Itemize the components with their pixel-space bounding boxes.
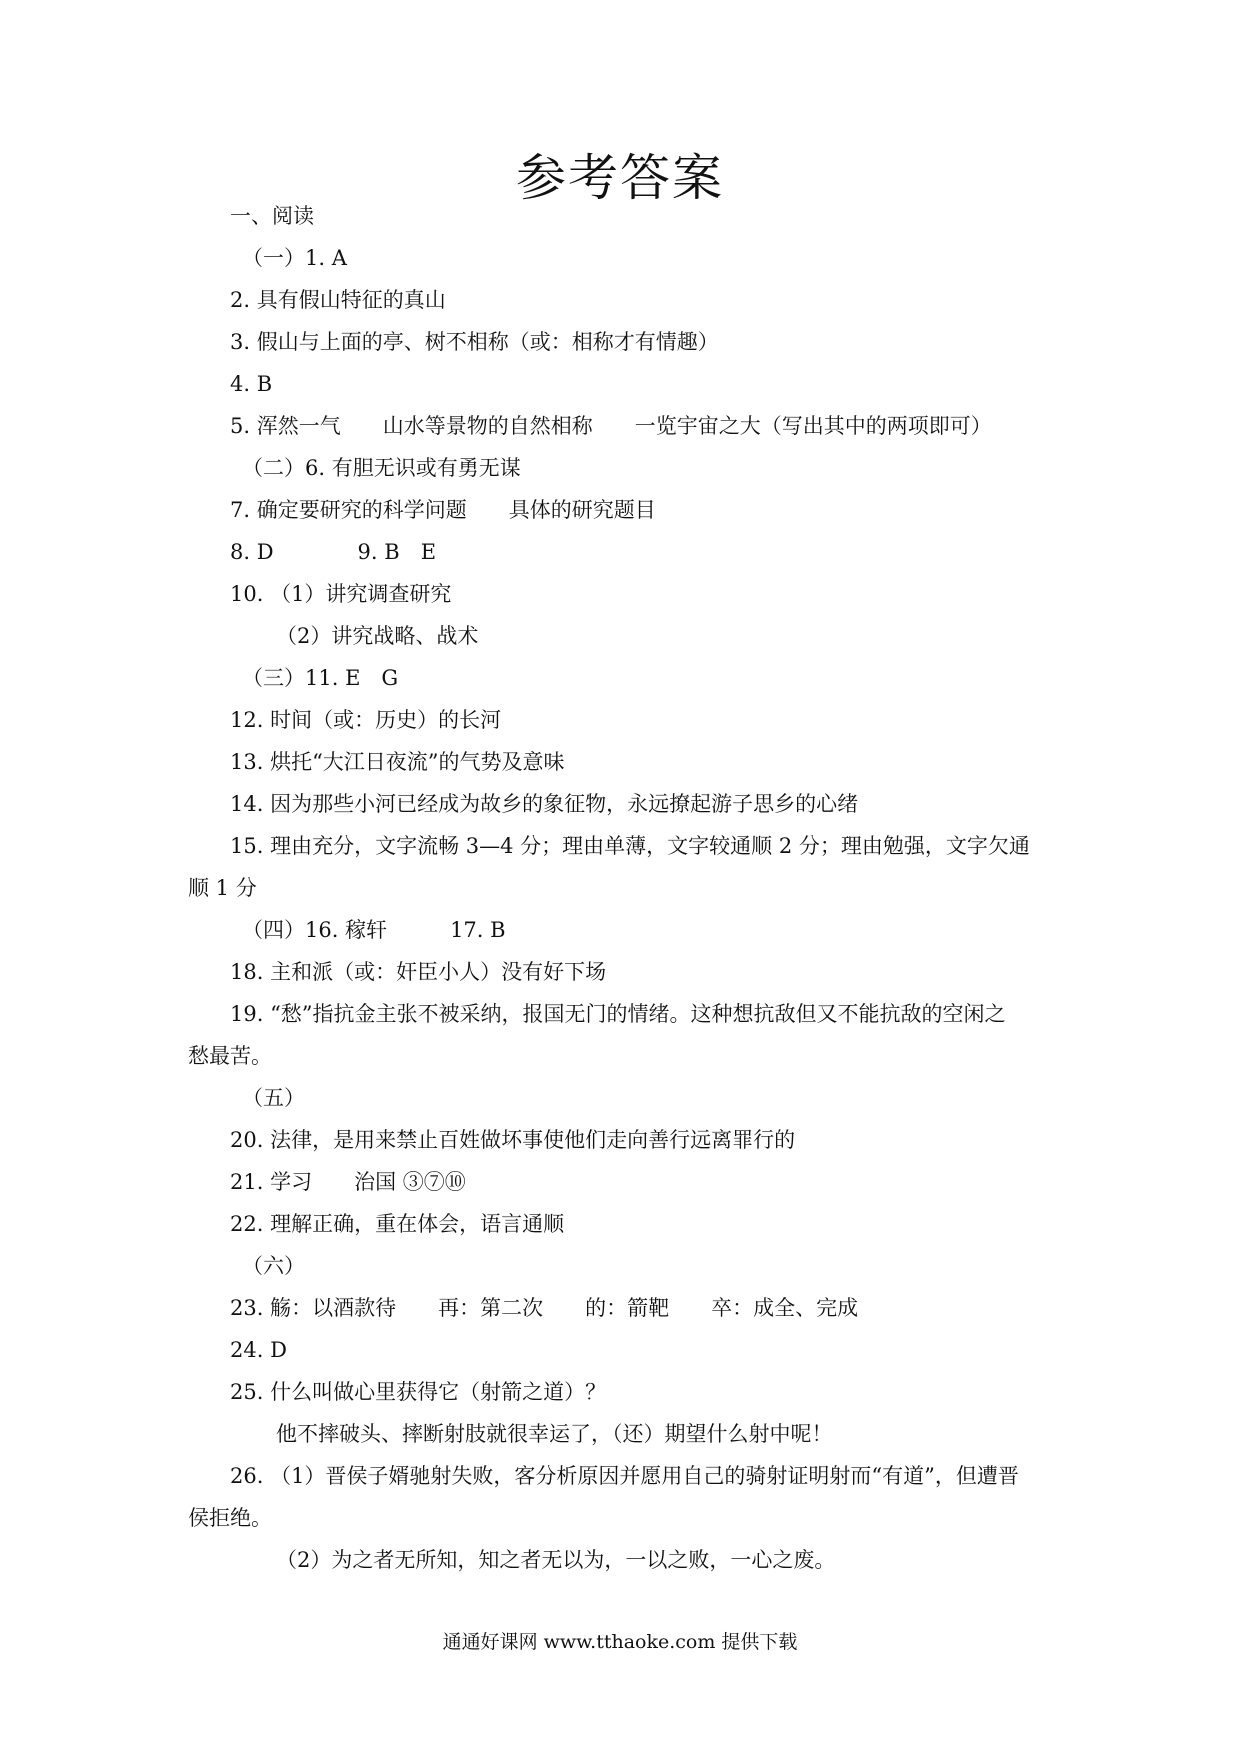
section-heading: 一、阅读: [230, 204, 314, 228]
answer-line: （2）讲究战略、战术: [276, 624, 479, 648]
answer-line: （六）: [242, 1254, 305, 1278]
answer-line: （二）6. 有胆无识或有勇无谋: [242, 456, 521, 480]
answer-line: 愁最苦。: [188, 1044, 272, 1068]
answer-line: 23. 觞：以酒款待 再：第二次 的：箭靶 卒：成全、完成: [230, 1296, 859, 1320]
answer-line: 7. 确定要研究的科学问题 具体的研究题目: [230, 498, 656, 522]
answer-line: （四）16. 稼轩 17. B: [242, 918, 506, 942]
answer-line: 21. 学习 治国 ③⑦⑩: [230, 1170, 466, 1194]
answer-line: 19. “愁”指抗金主张不被采纳，报国无门的情绪。这种想抗敌但又不能抗敌的空闲之: [230, 1002, 1006, 1026]
answer-line: 18. 主和派（或：奸臣小人）没有好下场: [230, 960, 607, 984]
answer-line: （三）11. E G: [242, 666, 399, 690]
answer-line: 顺 1 分: [188, 876, 257, 900]
answer-line: 8. D 9. B E: [230, 540, 437, 564]
answer-line: 5. 浑然一气 山水等景物的自然相称 一览宇宙之大（写出其中的两项即可）: [230, 414, 992, 438]
answer-line: 26. （1）晋侯子婿驰射失败，客分析原因并愿用自己的骑射证明射而“有道”，但遭晋: [230, 1464, 1019, 1488]
answer-line: 13. 烘托“大江日夜流”的气势及意味: [230, 750, 565, 774]
answer-line: （2）为之者无所知，知之者无以为，一以之败，一心之废。: [276, 1548, 836, 1572]
answer-line: 侯拒绝。: [188, 1506, 272, 1530]
answer-line: 4. B: [230, 372, 273, 396]
answer-line: 20. 法律，是用来禁止百姓做坏事使他们走向善行远离罪行的: [230, 1128, 796, 1152]
answer-line: 15. 理由充分，文字流畅 3—4 分；理由单薄，文字较通顺 2 分；理由勉强，文字欠通: [230, 834, 1030, 858]
answer-line: 14. 因为那些小河已经成为故乡的象征物，永远撩起游子思乡的心绪: [230, 792, 859, 816]
answer-line: 3. 假山与上面的亭、树不相称（或：相称才有情趣）: [230, 330, 719, 354]
answer-line: 他不摔破头、摔断射肢就很幸运了，（还）期望什么射中呢！: [276, 1422, 833, 1446]
answer-line: 25. 什么叫做心里获得它（射箭之道）？: [230, 1380, 607, 1404]
answer-line: 22. 理解正确，重在体会，语言通顺: [230, 1212, 565, 1236]
answer-line: （五）: [242, 1086, 305, 1110]
answer-line: （一）1. A: [242, 246, 347, 270]
page-title: 参考答案: [516, 149, 724, 207]
footer-credit: 通通好课网 www.tthaoke.com 提供下载: [442, 1631, 798, 1653]
answer-line: 24. D: [230, 1338, 287, 1362]
answer-line: 2. 具有假山特征的真山: [230, 288, 446, 312]
answer-line: 12. 时间（或：历史）的长河: [230, 708, 502, 732]
answer-line: 10. （1）讲究调查研究: [230, 582, 452, 606]
